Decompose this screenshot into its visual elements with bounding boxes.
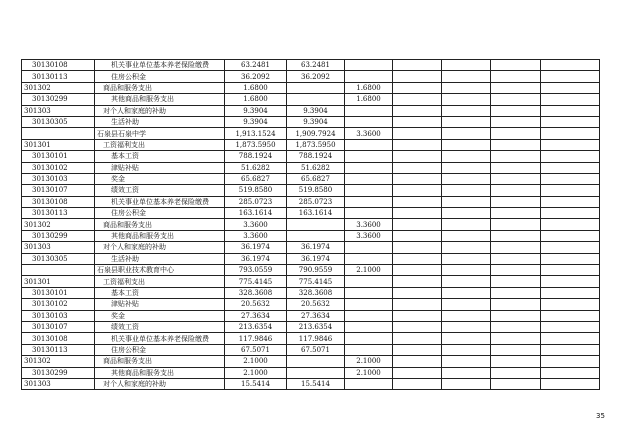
cell-total: 519.8580 [225, 185, 287, 196]
cell-empty [393, 287, 442, 298]
cell-empty [393, 162, 442, 173]
table-row [22, 162, 600, 173]
cell-basic: 163.1614 [287, 208, 345, 219]
cell-empty [541, 378, 600, 389]
cell-empty [393, 356, 442, 367]
table-row [22, 173, 600, 184]
cell-empty [491, 151, 541, 162]
cell-empty [491, 139, 541, 150]
cell-name: 其他商品和服务支出 [95, 367, 225, 378]
cell-total: 163.1614 [225, 208, 287, 219]
cell-project [345, 60, 393, 71]
cell-total: 3.3600 [225, 219, 287, 230]
cell-total: 51.6282 [225, 162, 287, 173]
cell-empty [442, 208, 491, 219]
cell-empty [442, 105, 491, 116]
table-row [22, 105, 600, 116]
cell-empty [491, 265, 541, 276]
cell-basic [287, 230, 345, 241]
cell-empty [442, 173, 491, 184]
table-row [22, 94, 600, 105]
cell-name: 生活补助 [95, 116, 225, 127]
table-row [22, 299, 600, 310]
cell-empty [541, 242, 600, 253]
cell-total: 9.3904 [225, 105, 287, 116]
cell-name: 机关事业单位基本养老保险缴费 [95, 196, 225, 207]
table-row [22, 265, 600, 276]
cell-empty [541, 367, 600, 378]
cell-empty [541, 333, 600, 344]
cell-empty [491, 173, 541, 184]
cell-basic [287, 367, 345, 378]
cell-empty [541, 299, 600, 310]
cell-empty [442, 71, 491, 82]
cell-project [345, 299, 393, 310]
cell-total: 9.3904 [225, 116, 287, 127]
cell-project [345, 173, 393, 184]
cell-empty [393, 151, 442, 162]
cell-empty [541, 265, 600, 276]
table-row [22, 344, 600, 355]
cell-project: 3.3600 [345, 219, 393, 230]
table-row [22, 82, 600, 93]
cell-empty [491, 310, 541, 321]
cell-code: 30130113 [22, 344, 95, 355]
cell-name: 机关事业单位基本养老保险缴费 [95, 60, 225, 71]
cell-name: 基本工资 [95, 151, 225, 162]
cell-empty [393, 276, 442, 287]
cell-empty [491, 333, 541, 344]
cell-name: 其他商品和服务支出 [95, 94, 225, 105]
cell-basic: 65.6827 [287, 173, 345, 184]
cell-empty [393, 242, 442, 253]
cell-empty [491, 105, 541, 116]
cell-empty [442, 94, 491, 105]
cell-empty [491, 219, 541, 230]
cell-empty [442, 356, 491, 367]
cell-empty [393, 219, 442, 230]
cell-empty [442, 378, 491, 389]
cell-empty [393, 139, 442, 150]
cell-empty [541, 139, 600, 150]
cell-empty [491, 242, 541, 253]
cell-basic: 285.0723 [287, 196, 345, 207]
cell-name: 津贴补贴 [95, 299, 225, 310]
cell-empty [442, 333, 491, 344]
cell-name: 石泉县职业技术教育中心 [95, 265, 225, 276]
cell-empty [541, 173, 600, 184]
cell-code: 30130103 [22, 310, 95, 321]
cell-basic: 1,909.7924 [287, 128, 345, 139]
cell-empty [442, 128, 491, 139]
cell-project [345, 162, 393, 173]
cell-empty [491, 82, 541, 93]
table-row [22, 242, 600, 253]
cell-name: 商品和服务支出 [95, 82, 225, 93]
cell-total: 67.5071 [225, 344, 287, 355]
cell-project [345, 242, 393, 253]
cell-total: 63.2481 [225, 60, 287, 71]
cell-project [345, 287, 393, 298]
cell-empty [442, 242, 491, 253]
cell-name: 绩效工资 [95, 321, 225, 332]
table-row [22, 287, 600, 298]
cell-basic [287, 356, 345, 367]
table-row [22, 185, 600, 196]
cell-total: 117.9846 [225, 333, 287, 344]
table-row [22, 196, 600, 207]
cell-name: 对个人和家庭的补助 [95, 378, 225, 389]
table-row [22, 208, 600, 219]
cell-empty [491, 356, 541, 367]
cell-project [345, 196, 393, 207]
cell-total: 15.5414 [225, 378, 287, 389]
cell-empty [442, 139, 491, 150]
cell-empty [541, 128, 600, 139]
cell-empty [393, 265, 442, 276]
cell-project: 3.3600 [345, 128, 393, 139]
cell-code: 30130107 [22, 185, 95, 196]
cell-name: 津贴补贴 [95, 162, 225, 173]
table-row [22, 253, 600, 264]
cell-total: 788.1924 [225, 151, 287, 162]
cell-total: 3.3600 [225, 230, 287, 241]
cell-name: 工资福利支出 [95, 276, 225, 287]
table-row [22, 230, 600, 241]
cell-empty [541, 219, 600, 230]
cell-basic: 519.8580 [287, 185, 345, 196]
table-row [22, 60, 600, 71]
cell-project: 2.1000 [345, 367, 393, 378]
table-row [22, 128, 600, 139]
cell-empty [393, 82, 442, 93]
cell-name: 奖金 [95, 173, 225, 184]
cell-empty [491, 230, 541, 241]
cell-name: 对个人和家庭的补助 [95, 242, 225, 253]
cell-empty [442, 299, 491, 310]
cell-empty [491, 196, 541, 207]
cell-code: 301301 [22, 139, 95, 150]
cell-empty [491, 60, 541, 71]
cell-code: 30130108 [22, 333, 95, 344]
page-number: 35 [596, 412, 605, 420]
cell-empty [393, 71, 442, 82]
cell-empty [442, 219, 491, 230]
cell-empty [442, 230, 491, 241]
cell-total: 36.1974 [225, 242, 287, 253]
cell-empty [393, 378, 442, 389]
cell-code: 301301 [22, 276, 95, 287]
cell-code: 30130113 [22, 208, 95, 219]
cell-basic: 15.5414 [287, 378, 345, 389]
cell-basic [287, 219, 345, 230]
cell-name: 住房公积金 [95, 71, 225, 82]
cell-empty [393, 299, 442, 310]
cell-name: 机关事业单位基本养老保险缴费 [95, 333, 225, 344]
cell-total: 1.6800 [225, 82, 287, 93]
cell-empty [541, 356, 600, 367]
table-row [22, 356, 600, 367]
cell-code [22, 265, 95, 276]
cell-empty [541, 310, 600, 321]
cell-empty [393, 310, 442, 321]
cell-empty [491, 116, 541, 127]
cell-empty [491, 344, 541, 355]
cell-empty [541, 105, 600, 116]
cell-total: 65.6827 [225, 173, 287, 184]
cell-code: 30130305 [22, 116, 95, 127]
cell-basic: 36.2092 [287, 71, 345, 82]
cell-empty [393, 208, 442, 219]
cell-empty [442, 276, 491, 287]
table-row [22, 71, 600, 82]
cell-empty [541, 71, 600, 82]
cell-total: 775.4145 [225, 276, 287, 287]
cell-empty [393, 196, 442, 207]
cell-empty [541, 208, 600, 219]
cell-project [345, 71, 393, 82]
cell-project [345, 321, 393, 332]
cell-code: 30130101 [22, 287, 95, 298]
cell-empty [491, 162, 541, 173]
cell-empty [541, 185, 600, 196]
cell-code: 30130102 [22, 299, 95, 310]
cell-empty [541, 196, 600, 207]
cell-empty [541, 287, 600, 298]
cell-code: 30130108 [22, 60, 95, 71]
cell-project [345, 185, 393, 196]
cell-project: 2.1000 [345, 265, 393, 276]
cell-total: 213.6354 [225, 321, 287, 332]
cell-project: 1.6800 [345, 94, 393, 105]
cell-empty [491, 367, 541, 378]
cell-empty [491, 287, 541, 298]
cell-total: 793.0559 [225, 265, 287, 276]
cell-basic: 67.5071 [287, 344, 345, 355]
cell-project [345, 333, 393, 344]
cell-name: 商品和服务支出 [95, 356, 225, 367]
cell-code: 30130299 [22, 94, 95, 105]
cell-code: 30130113 [22, 71, 95, 82]
table-row [22, 151, 600, 162]
cell-name: 其他商品和服务支出 [95, 230, 225, 241]
cell-basic: 51.6282 [287, 162, 345, 173]
cell-name: 绩效工资 [95, 185, 225, 196]
table-row [22, 333, 600, 344]
cell-empty [442, 265, 491, 276]
table-row [22, 310, 600, 321]
cell-empty [491, 378, 541, 389]
cell-total: 285.0723 [225, 196, 287, 207]
cell-total: 36.2092 [225, 71, 287, 82]
cell-empty [393, 105, 442, 116]
cell-name: 工资福利支出 [95, 139, 225, 150]
cell-name: 对个人和家庭的补助 [95, 105, 225, 116]
cell-project [345, 344, 393, 355]
cell-empty [541, 253, 600, 264]
cell-empty [442, 287, 491, 298]
cell-basic: 36.1974 [287, 253, 345, 264]
cell-empty [491, 71, 541, 82]
cell-code: 30130103 [22, 173, 95, 184]
cell-name: 住房公积金 [95, 344, 225, 355]
cell-code: 301302 [22, 356, 95, 367]
cell-basic: 775.4145 [287, 276, 345, 287]
cell-empty [491, 208, 541, 219]
cell-name: 住房公积金 [95, 208, 225, 219]
cell-empty [442, 82, 491, 93]
cell-project [345, 276, 393, 287]
cell-empty [442, 196, 491, 207]
table-row [22, 219, 600, 230]
cell-empty [541, 94, 600, 105]
cell-code: 301303 [22, 105, 95, 116]
cell-code [22, 128, 95, 139]
cell-empty [442, 151, 491, 162]
cell-total: 20.5632 [225, 299, 287, 310]
cell-total: 27.3634 [225, 310, 287, 321]
cell-basic: 36.1974 [287, 242, 345, 253]
cell-empty [491, 299, 541, 310]
cell-empty [442, 321, 491, 332]
cell-total: 2.1000 [225, 356, 287, 367]
cell-total: 1,873.5950 [225, 139, 287, 150]
cell-project [345, 378, 393, 389]
cell-empty [442, 185, 491, 196]
cell-empty [393, 60, 442, 71]
cell-empty [491, 128, 541, 139]
cell-empty [393, 344, 442, 355]
cell-project [345, 116, 393, 127]
cell-empty [541, 230, 600, 241]
cell-empty [393, 94, 442, 105]
cell-empty [541, 151, 600, 162]
cell-code: 30130107 [22, 321, 95, 332]
cell-basic: 328.3608 [287, 287, 345, 298]
cell-total: 36.1974 [225, 253, 287, 264]
cell-empty [541, 162, 600, 173]
cell-name: 商品和服务支出 [95, 219, 225, 230]
cell-project [345, 208, 393, 219]
cell-code: 30130299 [22, 230, 95, 241]
budget-table [21, 59, 600, 390]
cell-empty [393, 128, 442, 139]
cell-project: 3.3600 [345, 230, 393, 241]
cell-empty [442, 310, 491, 321]
cell-project [345, 253, 393, 264]
cell-project [345, 310, 393, 321]
cell-basic [287, 82, 345, 93]
cell-empty [491, 94, 541, 105]
cell-empty [491, 253, 541, 264]
table-row [22, 276, 600, 287]
cell-empty [442, 60, 491, 71]
cell-empty [491, 185, 541, 196]
cell-empty [491, 276, 541, 287]
cell-basic: 790.9559 [287, 265, 345, 276]
cell-empty [393, 173, 442, 184]
cell-empty [393, 321, 442, 332]
cell-empty [393, 253, 442, 264]
cell-empty [541, 321, 600, 332]
cell-code: 301303 [22, 242, 95, 253]
cell-basic: 20.5632 [287, 299, 345, 310]
cell-name: 基本工资 [95, 287, 225, 298]
cell-code: 30130305 [22, 253, 95, 264]
cell-code: 301303 [22, 378, 95, 389]
cell-empty [442, 162, 491, 173]
cell-code: 301302 [22, 219, 95, 230]
cell-empty [393, 116, 442, 127]
cell-project: 2.1000 [345, 356, 393, 367]
cell-basic: 27.3634 [287, 310, 345, 321]
cell-basic: 9.3904 [287, 116, 345, 127]
cell-code: 30130101 [22, 151, 95, 162]
cell-project: 1.6800 [345, 82, 393, 93]
cell-basic [287, 94, 345, 105]
cell-project [345, 151, 393, 162]
cell-code: 301302 [22, 82, 95, 93]
table-row [22, 367, 600, 378]
cell-total: 1,913.1524 [225, 128, 287, 139]
cell-empty [393, 333, 442, 344]
cell-empty [491, 321, 541, 332]
cell-empty [393, 367, 442, 378]
cell-basic: 117.9846 [287, 333, 345, 344]
cell-basic: 1,873.5950 [287, 139, 345, 150]
cell-empty [442, 116, 491, 127]
table-row [22, 139, 600, 150]
table-row [22, 378, 600, 389]
table-row [22, 116, 600, 127]
cell-total: 2.1000 [225, 367, 287, 378]
cell-empty [442, 367, 491, 378]
cell-basic: 9.3904 [287, 105, 345, 116]
cell-empty [541, 116, 600, 127]
cell-empty [541, 344, 600, 355]
cell-name: 奖金 [95, 310, 225, 321]
cell-empty [442, 344, 491, 355]
cell-basic: 213.6354 [287, 321, 345, 332]
cell-empty [541, 60, 600, 71]
cell-total: 1.6800 [225, 94, 287, 105]
cell-basic: 63.2481 [287, 60, 345, 71]
cell-empty [541, 82, 600, 93]
cell-name: 生活补助 [95, 253, 225, 264]
cell-empty [442, 253, 491, 264]
table-body [22, 60, 600, 390]
cell-empty [393, 230, 442, 241]
cell-basic: 788.1924 [287, 151, 345, 162]
cell-code: 30130299 [22, 367, 95, 378]
cell-code: 30130108 [22, 196, 95, 207]
cell-empty [393, 185, 442, 196]
cell-project [345, 139, 393, 150]
table-row [22, 321, 600, 332]
cell-total: 328.3608 [225, 287, 287, 298]
cell-empty [541, 276, 600, 287]
cell-name: 石泉县石泉中学 [95, 128, 225, 139]
cell-code: 30130102 [22, 162, 95, 173]
cell-project [345, 105, 393, 116]
